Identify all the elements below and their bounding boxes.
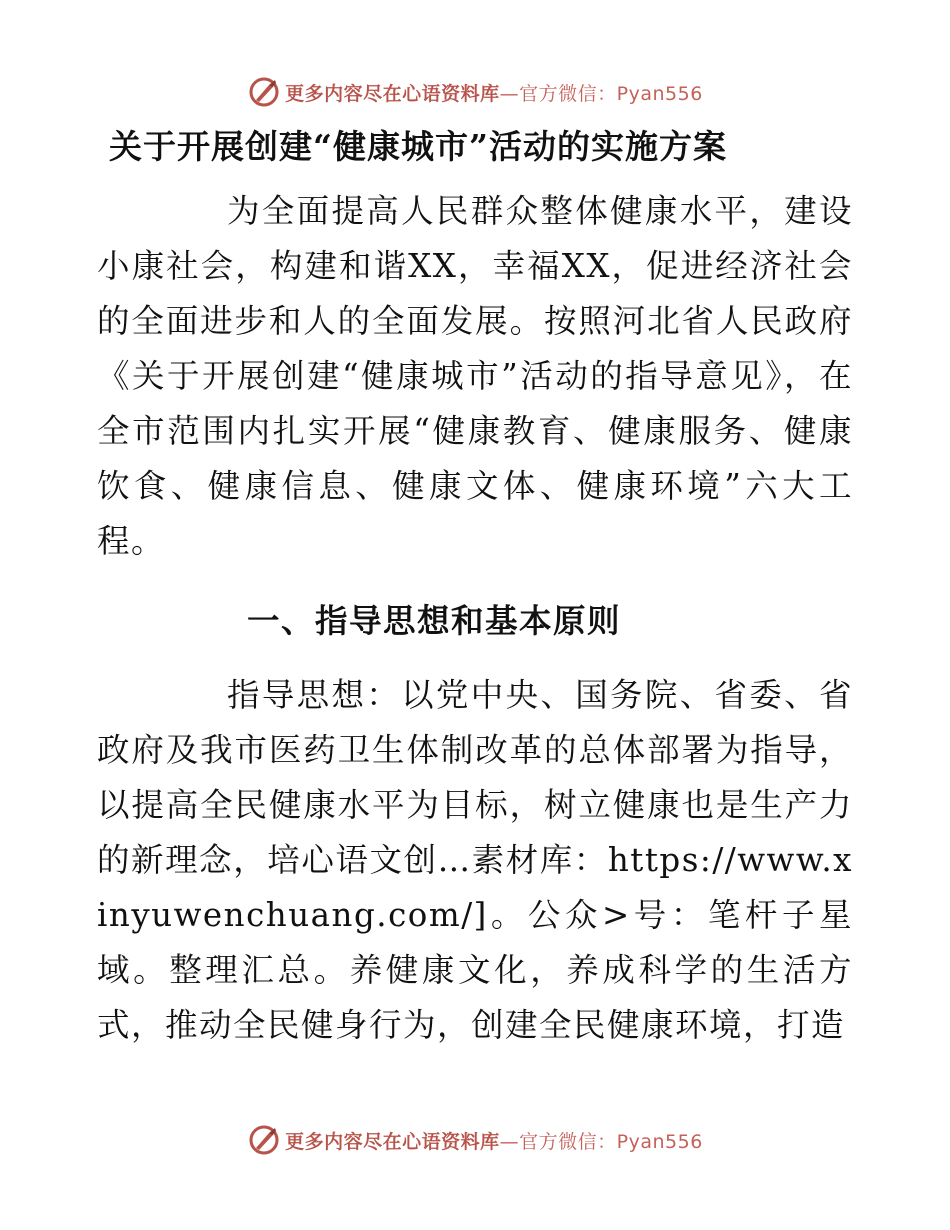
- watermark-text: [285, 79, 703, 106]
- document-title: 关于开展创建“健康城市”活动的实施方案: [109, 127, 727, 166]
- quill-pen-logo-icon: [247, 1123, 281, 1157]
- header-watermark-banner: [0, 70, 950, 114]
- footer-watermark-banner: [0, 1118, 950, 1162]
- watermark-contact: —官方微信：Pyan556: [499, 1130, 703, 1153]
- watermark-contact: —官方微信：Pyan556: [499, 82, 703, 105]
- section-heading: 一、指导思想和基本原则: [247, 601, 622, 640]
- watermark-text: [285, 1127, 703, 1154]
- guiding-paragraph: 指导思想：以党中央、国务院、省委、省政府及我市医药卫生体制改革的总体部署为指导，以提高全民健康水平为目标，树立健康也是生产力的新理念，培心语文创…素材库：https://www.xinyuwenchuang.com/]。公众>号：笔杆子星域。整理汇总。养健康文化，养成科学的生活方式，推动全民健身行为，创建全民健康环境，打造: [97, 676, 853, 1044]
- document-body: [97, 118, 853, 1053]
- intro-paragraph: 为全面提高人民群众整体健康水平，建设小康社会，构建和谐XX，幸福XX，促进经济社会的全面进步和人的全面发展。按照河北省人民政府《关于开展创建“健康城市”活动的指导意见》，在全市范围内扎实开展“健康教育、健康服务、健康饮食、健康信息、健康文体、健康环境”六大工程。: [97, 192, 853, 560]
- watermark-brand: 更多内容尽在心语资料库: [285, 82, 500, 105]
- watermark-brand: 更多内容尽在心语资料库: [285, 1130, 500, 1153]
- quill-pen-logo-icon: [247, 75, 281, 109]
